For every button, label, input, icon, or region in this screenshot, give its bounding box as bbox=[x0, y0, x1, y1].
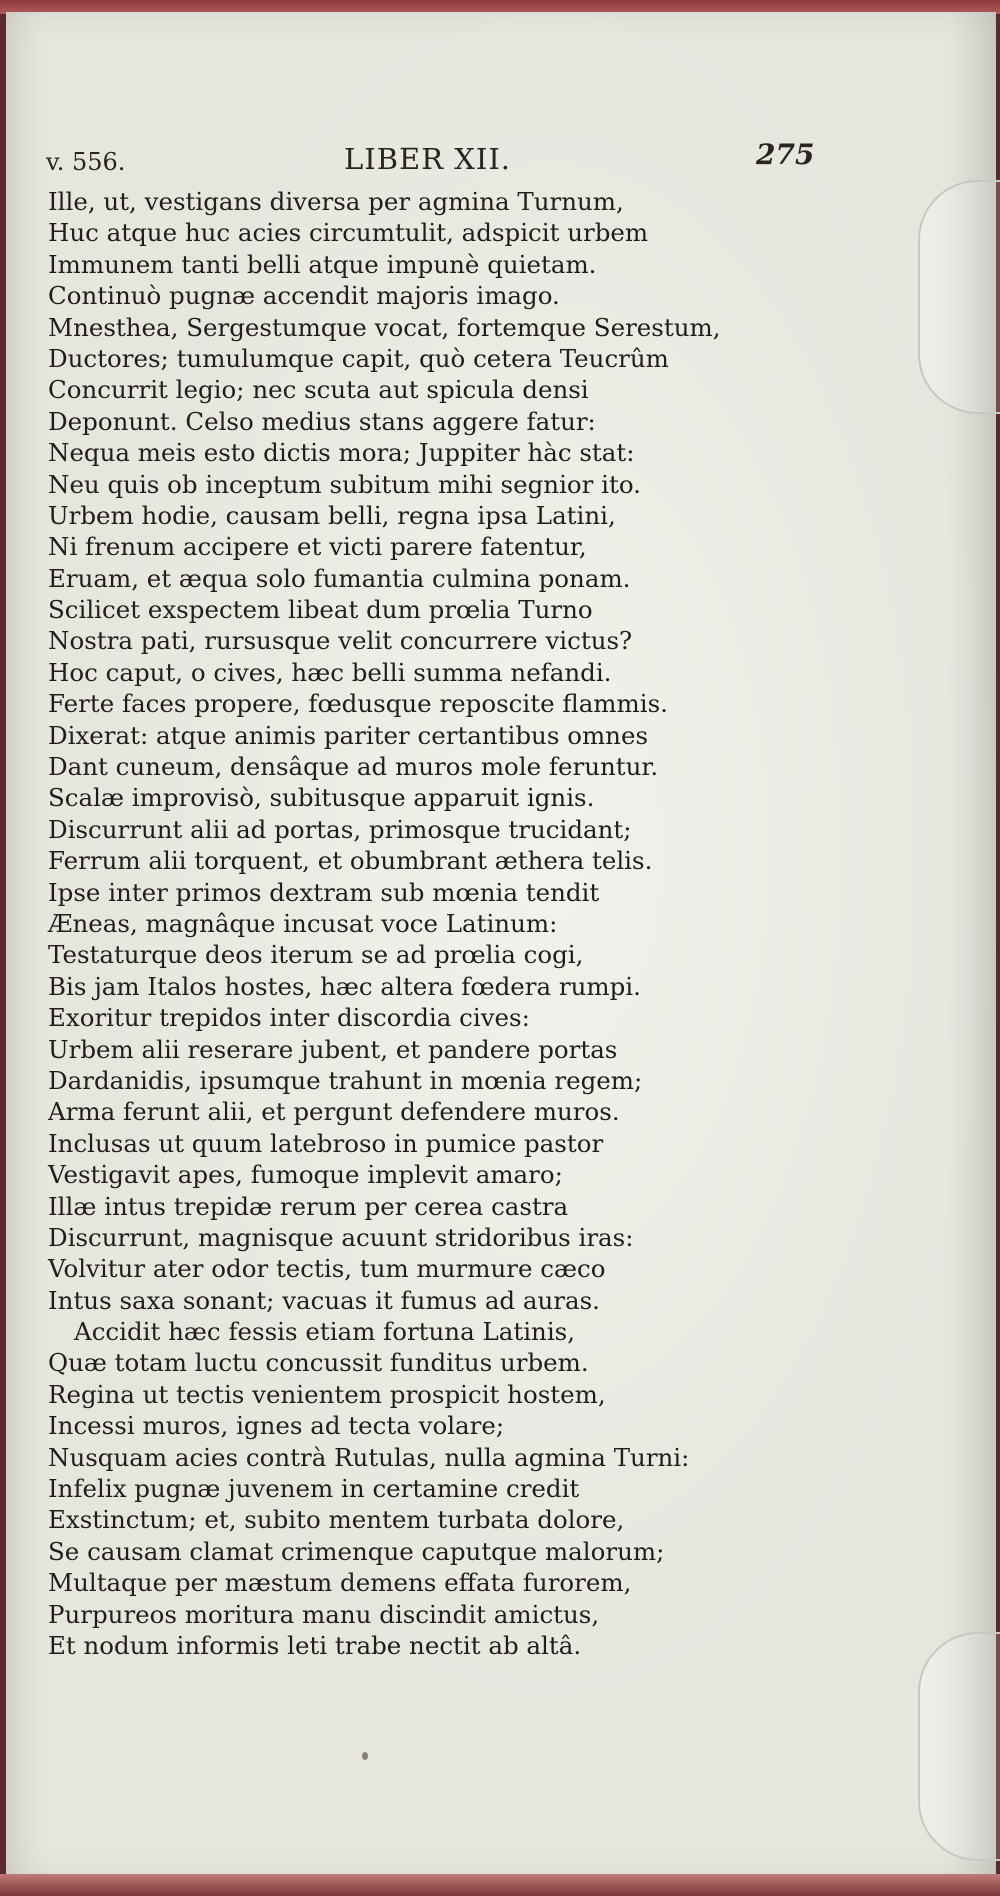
verse-line: Vestigavit apes, fumoque implevit amaro; bbox=[48, 1160, 563, 1190]
thumb-tab-upper bbox=[918, 180, 1000, 414]
verse-line: Immunem tanti belli atque impunè quietam. bbox=[48, 249, 597, 279]
verse-line: Incessi muros, ignes ad tecta volare; bbox=[48, 1411, 505, 1441]
verse-line: Continuò pugnæ accendit majoris imago. bbox=[48, 281, 560, 311]
verse-line: Et nodum informis leti trabe nectit ab altâ. bbox=[48, 1630, 582, 1660]
verse-line: Urbem hodie, causam belli, regna ipsa Latini, bbox=[48, 500, 616, 530]
book-page bbox=[6, 12, 996, 1878]
verse-reference: v. 556. bbox=[46, 148, 126, 176]
page-header bbox=[46, 138, 816, 182]
verse-line: Se causam clamat crimenque caputque malorum; bbox=[48, 1536, 665, 1566]
verse-line: Ductores; tumulumque capit, quò cetera Teucrûm bbox=[48, 343, 669, 373]
verse-line: Urbem alii reserare jubent, et pandere portas bbox=[48, 1034, 618, 1064]
verse-line: Ipse inter primos dextram sub mœnia tendit bbox=[48, 877, 600, 907]
verse-line: Ferte faces propere, fœdusque reposcite flammis. bbox=[48, 689, 668, 719]
verse-line: Æneas, magnâque incusat voce Latinum: bbox=[48, 908, 558, 938]
verse-line: Ferrum alii torquent, et obumbrant æthera telis. bbox=[48, 846, 653, 876]
verse-line: Accidit hæc fessis etiam fortuna Latinis, bbox=[74, 1317, 576, 1347]
ink-speck bbox=[362, 1752, 368, 1760]
verse-line: Scilicet exspectem libeat dum prœlia Turno bbox=[48, 595, 593, 625]
book-edge-bottom bbox=[0, 1874, 1000, 1896]
verse-line: Regina ut tectis venientem prospicit hostem, bbox=[48, 1379, 606, 1409]
page-number: 275 bbox=[756, 138, 815, 171]
verse-line: Concurrit legio; nec scuta aut spicula densi bbox=[48, 375, 589, 405]
verse-line: Arma ferunt alii, et pergunt defendere muros. bbox=[48, 1097, 620, 1127]
poem-text bbox=[48, 186, 808, 1661]
running-title: LIBER XII. bbox=[344, 142, 512, 176]
verse-line: Discurrunt, magnisque acuunt stridoribus iras: bbox=[48, 1222, 634, 1252]
verse-line: Ille, ut, vestigans diversa per agmina Turnum, bbox=[48, 187, 624, 216]
verse-line: Dardanidis, ipsumque trahunt in mœnia regem; bbox=[48, 1065, 643, 1095]
verse-line: Inclusas ut quum latebroso in pumice pastor bbox=[48, 1128, 604, 1158]
verse-line: Discurrunt alii ad portas, primosque trucidant; bbox=[48, 814, 632, 844]
verse-line: Nequa meis esto dictis mora; Juppiter hàc stat: bbox=[48, 438, 635, 468]
verse-line: Illæ intus trepidæ rerum per cerea castra bbox=[48, 1191, 569, 1221]
verse-line: Volvitur ater odor tectis, tum murmure cæco bbox=[48, 1254, 606, 1284]
verse-line: Purpureos moritura manu discindit amictus, bbox=[48, 1599, 600, 1629]
verse-line: Neu quis ob inceptum subitum mihi segnior ito. bbox=[48, 469, 641, 499]
verse-line: Infelix pugnæ juvenem in certamine credit bbox=[48, 1474, 580, 1504]
verse-line: Dant cuneum, densâque ad muros mole feruntur. bbox=[48, 752, 659, 782]
verse-line: Dixerat: atque animis pariter certantibus omnes bbox=[48, 720, 649, 750]
thumb-tab-lower bbox=[918, 1632, 1000, 1861]
verse-line: Eruam, et æqua solo fumantia culmina ponam. bbox=[48, 563, 631, 593]
verse-line: Hoc caput, o cives, hæc belli summa nefandi. bbox=[48, 657, 612, 687]
verse-line: Multaque per mæstum demens effata furorem, bbox=[48, 1568, 632, 1598]
verse-line: Huc atque huc acies circumtulit, adspicit urbem bbox=[48, 218, 649, 248]
verse-line: Quæ totam luctu concussit funditus urbem. bbox=[48, 1348, 589, 1378]
verse-line: Nostra pati, rursusque velit concurrere victus? bbox=[48, 626, 633, 656]
verse-line: Ni frenum accipere et victi parere fatentur, bbox=[48, 532, 587, 562]
verse-line: Scalæ improvisò, subitusque apparuit ignis. bbox=[48, 783, 595, 813]
verse-line: Exoritur trepidos inter discordia cives: bbox=[48, 1003, 530, 1033]
verse-line: Testaturque deos iterum se ad prœlia cogi, bbox=[48, 940, 584, 970]
verse-line: Bis jam Italos hostes, hæc altera fœdera rumpi. bbox=[48, 971, 641, 1001]
verse-line: Nusquam acies contrà Rutulas, nulla agmina Turni: bbox=[48, 1442, 690, 1472]
verse-line: Intus saxa sonant; vacuas it fumus ad auras. bbox=[48, 1285, 600, 1315]
verse-line: Exstinctum; et, subito mentem turbata dolore, bbox=[48, 1505, 625, 1535]
verse-line: Deponunt. Celso medius stans aggere fatur: bbox=[48, 406, 596, 436]
verse-line: Mnesthea, Sergestumque vocat, fortemque Serestum, bbox=[48, 312, 721, 342]
